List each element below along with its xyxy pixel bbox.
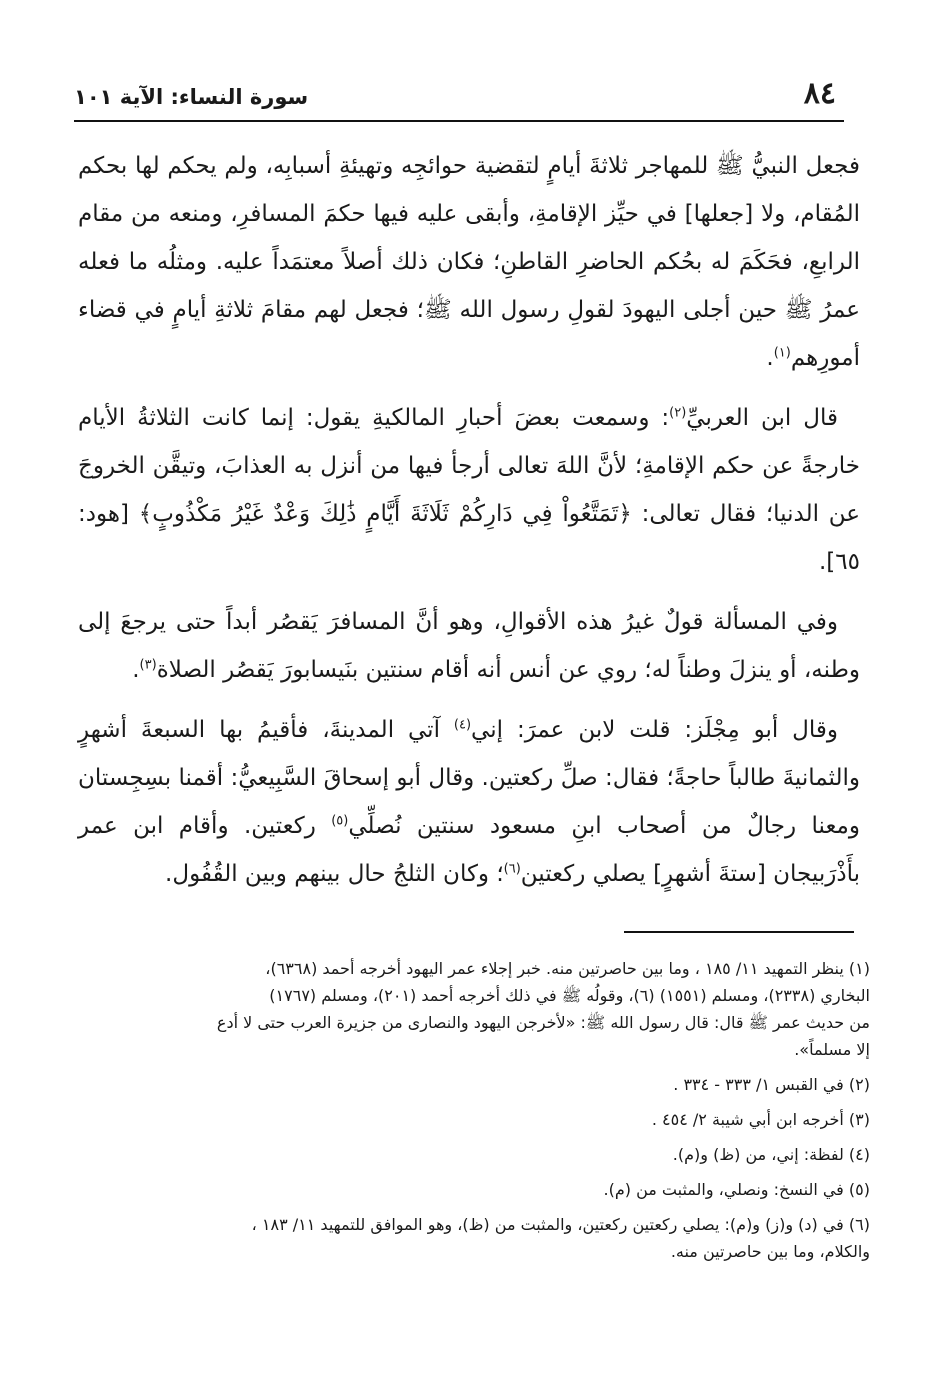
verse-citation: [هود: ٦٥]. [78,501,860,575]
paragraph-4 [78,706,860,898]
footnote-4 [78,1141,870,1168]
paragraph-text: : وسمعت بعضَ أحبارِ المالكيةِ يقول: إنما كانت الثلاثةُ الأيام خارجةً عن حكم الإقامةِ؛ لأنَّ اللهَ تعالى أرجأ فيها من أنزل به العذابَ، وتيقَّن الخروجَ عن الدنيا؛ فقال تعالى: [78,405,860,527]
footnote-6 [78,1211,870,1265]
footnote-1 [78,955,870,1063]
paragraph-text: ؛ وكان الثلجُ حال بينهم وبين القُفُول. [165,861,504,887]
footnote-ref: (٤) [453,717,472,733]
paragraph-text: آتي المدينةَ، فأقيمُ بها السبعةَ أشهرٍ والثمانيةَ طالباً حاجةً؛ فقال: صلِّ ركعتين. وقال أبو إسحاقَ السَّبِيعيُّ: أقمنا بسِجِستان ومعنا رجالٌ من أصحاب ابنِ مسعود سنتين نُصلِّي [78,717,860,839]
footnote-line: البخاري (٢٣٣٨)، ومسلم (١٥٥١) (٦)، وقولُه ﷺ في ذلك أخرجه أحمد (٢٠١)، ومسلم (١٧٦٧) [269,986,870,1005]
footnote-ref: (٢) [669,405,687,421]
footnotes [78,955,870,1273]
footnote-line: (١) ينظر التمهيد ١١/ ١٨٥ ، وما بين حاصرتين منه. خبر إجلاء عمر اليهود أخرجه أحمد (٦٣٦٨)، [265,959,870,978]
footnote-line: إلا مسلماً». [794,1040,870,1059]
paragraph-text: قال ابن العربيِّ [686,405,838,431]
footnote-ref: (١) [773,345,791,361]
footnote-line: (٤) لفظة: إني، من (ظ) و(م). [672,1145,870,1164]
main-text [78,142,860,910]
footnote-5 [78,1176,870,1203]
paragraph-2 [78,394,860,586]
paragraph-3: وفي المسألة قولٌ غيرُ هذه الأقوالِ، وهو أنَّ المسافرَ يَقصُر أبداً حتى يرجعَ إلى وطنه، أو ينزلَ وطناً له؛ روي عن أنس أنه أقام سنتين بنَيسابورَ يَقصُر الصلاة$^{(٣)}$. [78,609,860,683]
quran-verse: ﴿تَمَتَّعُواْ فِي دَارِكُمْ ثَلَاثَةَ أَيَّامٍ ذَٰلِكَ وَعْدٌ غَيْرُ مَكْذُوبٍ﴾ [138,501,632,527]
paragraph-1: فجعل النبيُّ ﷺ للمهاجر ثلاثةَ أيامٍ لتقضية حوائجِه وتهيئةِ أسبابِه، ولم يحكم لها بحكم المُقام، ولا [جعلها] في حيِّز الإقامةِ، وأبقى عليه فيها حكمَ المسافرِ، ومنعه من مقام الرابعِ، فحَكَمَ له بحُكم الحاضرِ القاطنِ؛ فكان ذلك أصلاً معتمَداً عليه. ومثلُه ما فعله عمرُ ﷺ حين أجلى اليهودَ لقولِ رسول الله ﷺ؛ فجعل لهم مقامَ ثلاثةِ أيامٍ في قضاء أمورِهم$^{(١)}$. [78,153,860,371]
paragraph-text: وقال أبو مِجْلَز: قلت لابن عمرَ: إني [471,717,838,743]
footnote-ref: (٥) [331,813,349,829]
footnote-line: (٣) أخرجه ابن أبي شيبة ٢/ ٤٥٤ . [651,1110,870,1129]
footnote-line: (٦) في (د) و(ز) و(م): يصلي ركعتين ركعتين، والمثبت من (ظ)، وهو الموافق للتمهيد ١١/ ١٨٣ ، [251,1215,870,1234]
footnote-separator [624,931,854,933]
paragraph-text: ومثلُه ما فعله عمرُ ﷺ حين أجلى اليهودَ لقولِ رسول الله ﷺ؛ فجعل لهم مقامَ ثلاثةِ أيامٍ في قضاء أمورِهم [78,249,860,371]
footnote-line: والكلام، وما بين حاصرتين منه. [670,1242,870,1261]
footnote-2 [78,1071,870,1098]
footnote-3 [78,1106,870,1133]
page-number: ٨٤ [803,76,836,111]
running-title: سورة النساء: الآية ١٠١ [74,85,309,109]
paragraph-text: وفي المسألة قولٌ غيرُ هذه الأقوالِ، وهو أنَّ المسافرَ يَقصُر أبداً حتى يرجعَ إلى وطنه، أو ينزلَ وطناً له؛ روي عن أنس أنه أقام سنتين بنَيسابورَ يَقصُر الصلاة [78,609,860,683]
footnote-line: من حديث عمر ﷺ قال: قال رسول الله ﷺ: «لأخرجن اليهود والنصارى من جزيرة العرب حتى لا أدع [216,1013,870,1032]
footnote-line: (٢) في القبس ١/ ٣٣٣ - ٣٣٤ . [673,1075,870,1094]
paragraph-text: فجعل النبيُّ ﷺ للمهاجر ثلاثةَ أيامٍ لتقضية حوائجِه وتهيئةِ أسبابِه، ولم يحكم لها بحكم المُقام، ولا [جعلها] في حيِّز الإقامةِ، وأبقى عليه فيها حكمَ المسافرِ، ومنعه من مقام الرابعِ، فحَكَمَ له بحُكم الحاضرِ القاطنِ؛ فكان ذلك أصلاً معتمَداً عليه. [78,153,860,275]
footnote-ref: (٣) [139,657,157,673]
page-header [74,74,844,122]
footnote-ref: (٦) [503,861,521,877]
footnote-line: (٥) في النسخ: ونصلي، والمثبت من (م). [603,1180,870,1199]
paragraph-text: ركعتين. وأقام ابن عمر بأَذْرَبيجان [ستةَ أشهرٍ] يصلي ركعتين [78,813,860,887]
